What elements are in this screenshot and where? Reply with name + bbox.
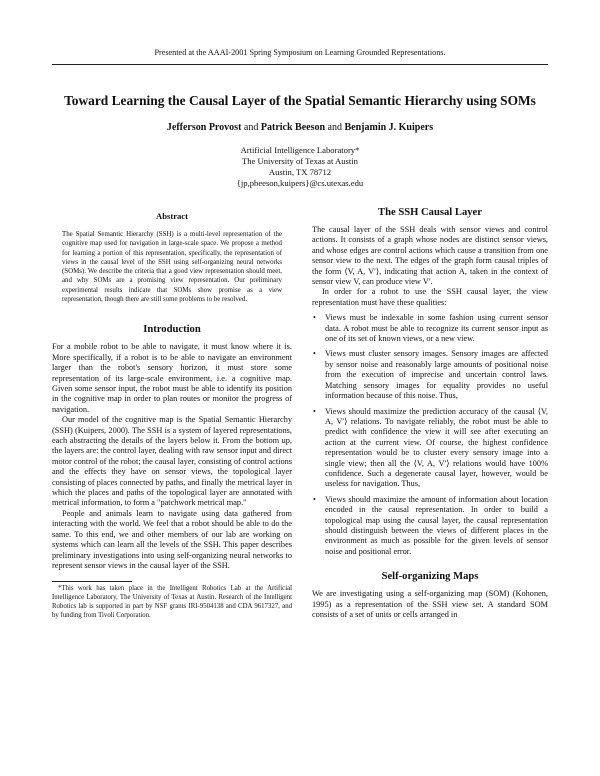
- author-3: Benjamin J. Kuipers: [344, 122, 434, 133]
- conference-note: Presented at the AAAI-2001 Spring Symposium on Learning Grounded Representations.: [154, 48, 446, 57]
- intro-paragraph-1: For a mobile robot to be able to navigate, it must know where it is. More specifically, if a robot is to be able to navigate an environment larger than the robot's sensory horizon, it must store some representation of its large-scale environment, i.e. a cognitive map. Given some sensor input, the robot must be able to identify its position in the cognitive map in order to plan routes or monitor the progress of navigation.: [52, 342, 292, 414]
- som-paragraph-1: We are investigating using a self-organizing map (SOM) (Kohonen, 1995) as a representation of the SSH view set. A standard SOM consists of a set of units or cells arranged in: [312, 589, 548, 619]
- list-item-text: Views should maximize the prediction accuracy of the causal ⟨V, A, V′⟩ relations. To navigate reliably, the robot must be able to predict with confidence the view it will see after executing an action at the current view. Of course, the highest confidence representation would be to cluster every sensory image into a single view; then all the ⟨V, A, V′⟩ relations would have 100% confidence. Such a degenerate causal layer, however, would be useless for navigation. Thus,: [325, 406, 548, 489]
- left-column: [52, 207, 292, 621]
- affiliation-university: The University of Texas at Austin: [242, 156, 358, 166]
- abstract-heading: Abstract: [156, 211, 188, 221]
- header-divider: [52, 64, 548, 65]
- som-heading: Self-organizing Maps: [381, 571, 479, 583]
- author-connector: and: [243, 122, 259, 133]
- right-column: [312, 207, 548, 620]
- introduction-heading: Introduction: [143, 324, 201, 336]
- author-line: [0, 122, 600, 133]
- intro-paragraph-3: People and animals learn to navigate using data gathered from interacting with the world. We feel that a robot should be able to do the same. To this end, we and other members of our lab are working on systems which can learn all the levels of the SSH. This paper describes preliminary investigations into using self-organizing neural networks to represent sensor views in the causal layer of the SSH.: [52, 508, 292, 570]
- bullet-icon: •: [313, 494, 316, 504]
- affiliation-email: {jp,pbeeson,kuipers}@cs.utexas.edu: [236, 178, 364, 188]
- list-item-text: Views must be indexable in some fashion using current sensor data. A robot must be able to recognize its current sensor input as one of its set of known views, or a new view.: [325, 313, 548, 344]
- ssh-causal-heading: The SSH Causal Layer: [378, 207, 482, 218]
- bullet-icon: •: [313, 349, 316, 359]
- paper-title: Toward Learning the Causal Layer of the Spatial Semantic Hierarchy using SOMs: [64, 93, 536, 108]
- intro-paragraph-2: Our model of the cognitive map is the Spatial Semantic Hierarchy (SSH) (Kuipers, 2000). The SSH is a system of layered representations, each abstracting the details of the layers below it. From the bottom up, the layers are: the control layer, dealing with raw sensor input and direct motor control of the robot; the causal layer, consisting of control actions and the effects they have on sensor views, the topological layer consisting of places connected by paths, and finally the metrical layer in which the places and paths of the topological layer are annotated with metrical information, to form a "patchwork metrical map.": [52, 415, 292, 508]
- ssh-paragraph-2: In order for a robot to use the SSH causal layer, the view representation must have these qualities:: [312, 287, 548, 307]
- footnote-divider: [52, 581, 132, 582]
- author-2: Patrick Beeson: [260, 122, 326, 133]
- affiliation-lab: Artificial Intelligence Laboratory*: [240, 145, 360, 155]
- affiliation-block: [0, 145, 600, 189]
- list-item: [312, 313, 548, 344]
- ssh-paragraph-1: The causal layer of the SSH deals with sensor views and control actions. It consists of a graph whose nodes are distinct sensor views, and whose edges are control actions which cause a transition from one sensor view to the next. The edges of the graph form causal triples of the form ⟨V, A, V′⟩, indicating that action A, taken in the context of sensor view V, can produce view V′.: [312, 225, 548, 287]
- list-item-text: Views should maximize the amount of information about location encoded in the causal representation. In order to build a topological map using the causal layer, the causal representation should distinguish between the views of different places in the environment as much as possible for the given levels of sensor noise and positional error.: [325, 494, 548, 556]
- abstract-text: The Spatial Semantic Hierarchy (SSH) is a multi-level representation of the cognitive map used for navigation in large-scale space. We propose a method for learning a portion of this representation, specifically, the representation of views in the causal level of the SSH using self-organizing neural networks (SOMs). We describe the criteria that a good view representation should meet, and why SOMs are a promising view representation. Our preliminary experimental results indicate that SOMs show promise as a view representation, though there are still some problems to be resolved.: [62, 231, 282, 304]
- author-1: Jefferson Provost: [166, 122, 242, 133]
- footnote: *This work has taken place in the Intelligent Robotics Lab at the Artificial Intelligence Laboratory, The University of Texas at Austin. Research of the Intelligent Robotics lab is supported in part by NSF grants IRI-9504138 and CDA 9617327, and by funding from Tivoli Corporation.: [52, 585, 292, 620]
- bullet-icon: •: [313, 313, 316, 323]
- bullet-icon: •: [313, 406, 316, 416]
- list-item: [312, 349, 548, 401]
- list-item: [312, 495, 548, 557]
- list-item: [312, 407, 548, 490]
- author-connector: and: [327, 122, 342, 133]
- qualities-list: [312, 313, 548, 557]
- list-item-text: Views must cluster sensory images. Sensory images are affected by sensor noise and reasonably large amounts of positional noise from the execution of imprecise and uncertain control laws. Matching sensory images for equality provides no useful information because of this noise. Thus,: [325, 349, 548, 401]
- affiliation-city: Austin, TX 78712: [268, 167, 332, 177]
